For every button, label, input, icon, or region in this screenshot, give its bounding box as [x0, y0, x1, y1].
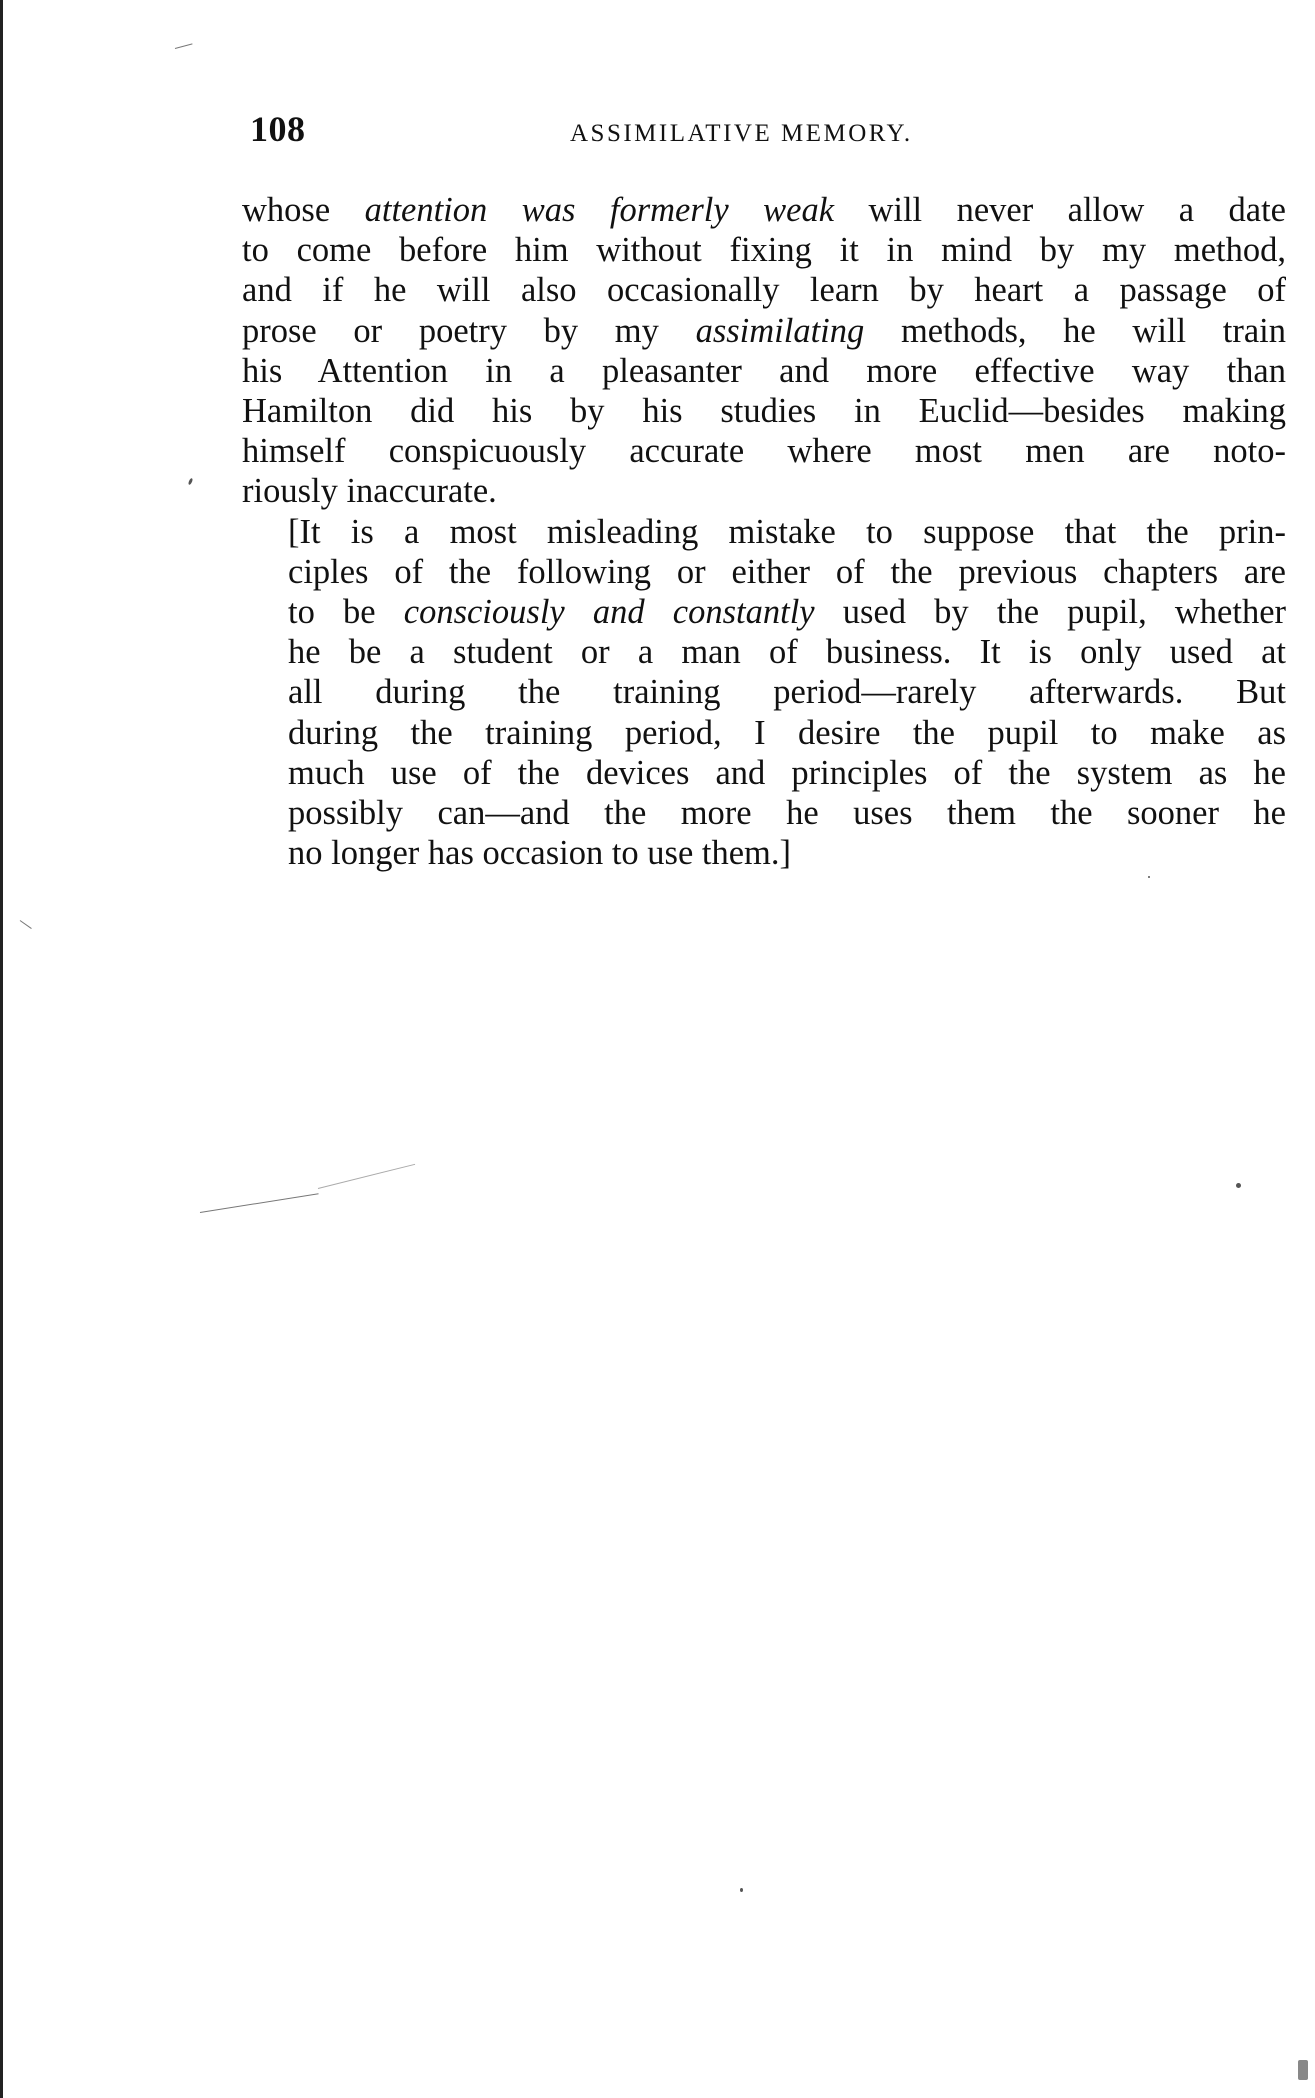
body-text [242, 190, 1286, 873]
scan-mark [318, 1164, 415, 1189]
scan-mark [740, 1888, 743, 1892]
text-line: possibly can—and the more he uses them the sooner he [288, 794, 1286, 833]
italic-phrase: consciously and constantly [403, 593, 815, 632]
text-line: Hamilton did his by his studies in Euclid—besides making [242, 392, 1286, 431]
text-line: to be consciously and constantly used by the pupil, whether [288, 593, 1286, 632]
text-line: during the training period, I desire the pupil to make as [288, 713, 1286, 752]
text-line: his Attention in a pleasanter and more effective way than [242, 351, 1286, 390]
italic-phrase: assimilating [695, 311, 865, 350]
page-number: 108 [250, 109, 306, 149]
text-line: no longer has occasion to use them.] [288, 834, 791, 873]
text-line: himself conspicuously accurate where most men are noto- [242, 432, 1286, 471]
page-header [250, 108, 1280, 158]
scan-mark [1148, 876, 1150, 878]
text-line: much use of the devices and principles of the system as he [288, 753, 1286, 792]
text-line: he be a student or a man of business. It is only used at [288, 633, 1286, 672]
text-line: all during the training period—rarely afterwards. But [288, 673, 1286, 712]
text-line: whose attention was formerly weak will never allow a date [242, 191, 1286, 229]
scan-mark [20, 920, 32, 929]
paragraph-1 [242, 190, 1286, 512]
page-edge [0, 0, 3, 2098]
scan-mark [175, 43, 193, 49]
text-line: [It is a most misleading mistake to suppose that the prin- [288, 512, 1286, 551]
text-line: ciples of the following or either of the previous chapters are [288, 552, 1286, 591]
paragraph-2 [242, 512, 1286, 874]
scan-mark [1236, 1183, 1241, 1188]
scan-mark [188, 478, 194, 486]
scan-mark [1298, 2060, 1308, 2080]
italic-phrase: attention was formerly weak [364, 191, 835, 229]
text-line: riously inaccurate. [242, 472, 497, 511]
scan-mark [200, 1193, 319, 1213]
text-line: prose or poetry by my assimilating methods, he will train [242, 311, 1286, 350]
text-line: to come before him without fixing it in mind by my method, [242, 231, 1286, 270]
running-head: ASSIMILATIVE MEMORY. [570, 120, 913, 147]
text-line: and if he will also occasionally learn by heart a passage of [242, 271, 1286, 310]
